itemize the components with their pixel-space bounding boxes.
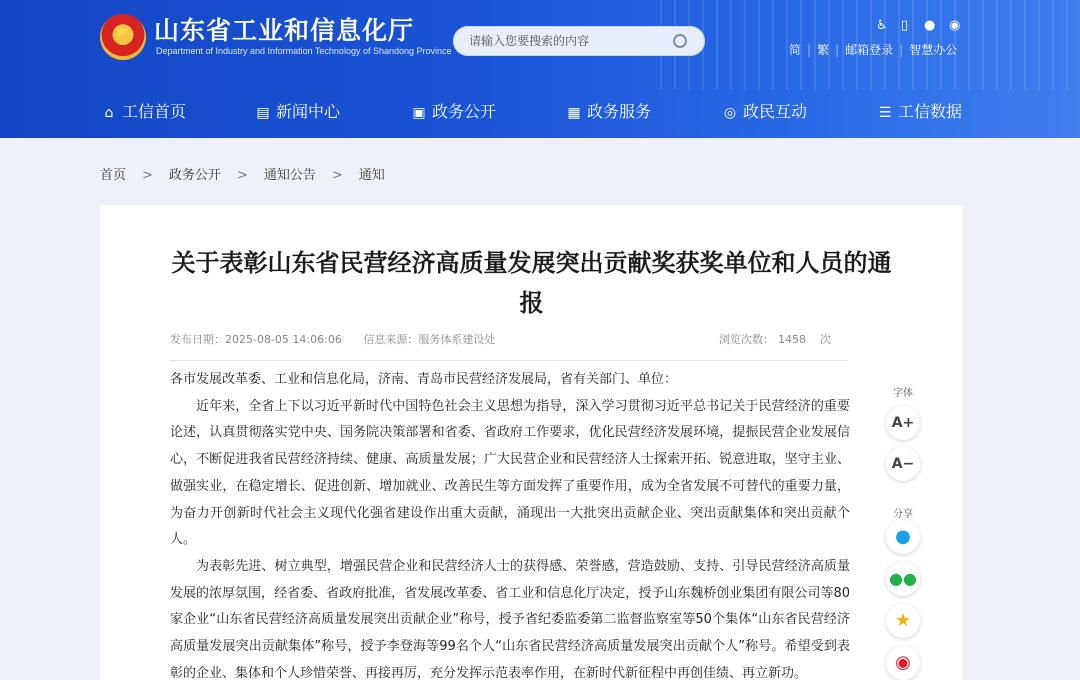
traditional-link[interactable]: 繁 — [817, 43, 830, 57]
qzone-icon[interactable]: ★ — [886, 604, 920, 638]
weibo-icon[interactable]: ◉ — [886, 646, 920, 680]
breadcrumb-separator: > — [236, 168, 248, 183]
mail-login-link[interactable]: 邮箱登录 — [845, 43, 894, 57]
nav-label: 政民互动 — [743, 102, 808, 121]
views-unit: 次 — [820, 333, 831, 346]
wechat-icon[interactable]: ● — [924, 18, 936, 33]
meta-divider — [170, 360, 848, 361]
nav-item-news[interactable] — [254, 98, 340, 126]
font-increase-button[interactable]: A+ — [886, 406, 920, 440]
mobile-icon[interactable]: ▯ — [901, 18, 909, 33]
font-decrease-button[interactable]: A− — [886, 447, 920, 481]
chat-icon: ◎ — [723, 105, 737, 121]
weibo-icon[interactable]: ◉ — [949, 18, 961, 33]
site-title[interactable]: 山东省工业和信息化厅 — [154, 16, 415, 45]
header-tool-icons — [876, 18, 968, 34]
nav-label: 工信首页 — [122, 102, 187, 121]
breadcrumb-announcements[interactable]: 通知公告 — [263, 168, 316, 183]
nav-label: 新闻中心 — [276, 102, 341, 121]
breadcrumb-notice[interactable]: 通知 — [358, 168, 385, 183]
view-count — [719, 331, 831, 347]
breadcrumb-separator: > — [142, 168, 153, 183]
article-paragraph: 近年来，全省上下以习近平新时代中国特色社会主义思想为指导，深入学习贯彻习近平总书记关于民营经济的重要论述，认真贯彻落实党中央、国务院决策部署和省委、省政府工作要求，优化民营经济发展环境，提振民营企业发展信心，不断促进我省民营经济持续、健康、高质量发展；广大民营企业和民营经济人士探索开拓、锐意进取，坚守主业、做强实业，在稳定增长、促进创新、增加就业、改善民生等方面发挥了重要作用，成为全省发展不可替代的重要力量，为奋力开创新时代社会主义现代化强省建设作出重大贡献，涌现出一大批突出贡献企业、突出贡献集体和突出贡献个人。 — [170, 398, 850, 548]
site-header — [0, 0, 1080, 138]
nav-label: 工信数据 — [898, 102, 963, 121]
breadcrumb-gov-open[interactable]: 政务公开 — [168, 168, 221, 183]
views-number: 1458 — [778, 333, 806, 346]
qq-icon[interactable]: ● — [886, 520, 920, 554]
article-salutation: 各市发展改革委、工业和信息化局，济南、青岛市民营经济发展局，省有关部门、单位： — [170, 372, 678, 387]
article-title: 关于表彰山东省民营经济高质量发展突出贡献奖获奖单位和人员的通报 — [171, 249, 892, 317]
search-box — [453, 26, 705, 56]
service-icon: ▦ — [567, 105, 581, 121]
site-subtitle: Department of Industry and Information Technology of Shandong Province — [156, 46, 452, 56]
search-input[interactable] — [469, 31, 669, 51]
breadcrumb-home[interactable]: 首页 — [100, 168, 127, 183]
nav-item-gov-open[interactable] — [410, 98, 496, 126]
accessibility-icon[interactable]: ♿ — [876, 18, 888, 33]
national-emblem-icon: ★ — [100, 14, 146, 60]
main-nav — [100, 98, 964, 126]
database-icon: ☰ — [878, 105, 892, 121]
nav-item-gov-service[interactable] — [565, 98, 651, 126]
article-card — [100, 205, 963, 680]
wechat-icon[interactable]: ●● — [886, 562, 920, 596]
font-size-label: 字体 — [893, 388, 913, 399]
nav-item-data[interactable] — [876, 98, 962, 126]
views-label: 浏览次数： — [719, 333, 774, 346]
article-paragraph: 为表彰先进、树立典型，增强民营企业和民营经济人士的获得感、荣誉感，营造鼓励、支持、引导民营经济高质量发展的浓厚氛围，经省委、省政府批准，省发展改革委、省工业和信息化厅决定，授予山东魏桥创业集团有限公司等80家企业“山东省民营经济高质量发展突出贡献企业”称号，授予省纪委监委第二监督监察室等50个集体“山东省民营经济高质量发展突出贡献集体”称号，授予李登海等99名个人“山东省民营经济高质量发展突出贡献个人”称号。希望受到表彰的企业、集体和个人珍惜荣誉、再接再厉，充分发挥示范表率作用，在新时代新征程中再创佳绩、再立新功。 — [170, 558, 850, 680]
simplified-link[interactable]: 简 — [789, 43, 802, 57]
publish-label: 发布日期： — [170, 333, 225, 346]
home-icon: ⌂ — [104, 105, 114, 121]
news-icon: ▤ — [256, 105, 270, 121]
breadcrumb — [100, 164, 385, 183]
monitor-icon: ▣ — [412, 105, 426, 121]
smart-office-link[interactable]: 智慧办公 — [909, 43, 958, 57]
top-links: 简 | 繁 | 邮箱登录 | 智慧办公 — [789, 43, 958, 57]
nav-label: 政务公开 — [432, 102, 497, 121]
article-source: 服务体系建设处 — [418, 333, 496, 346]
search-icon[interactable] — [673, 34, 687, 48]
source-label: 信息来源： — [363, 333, 419, 346]
breadcrumb-separator: > — [331, 168, 343, 183]
publish-date: 2025-08-05 14:06:06 — [225, 333, 342, 346]
nav-item-home[interactable] — [100, 98, 186, 126]
share-label: 分享 — [893, 509, 913, 520]
nav-item-interaction[interactable] — [721, 98, 807, 126]
article-body — [170, 367, 850, 680]
nav-label: 政务服务 — [587, 102, 652, 121]
